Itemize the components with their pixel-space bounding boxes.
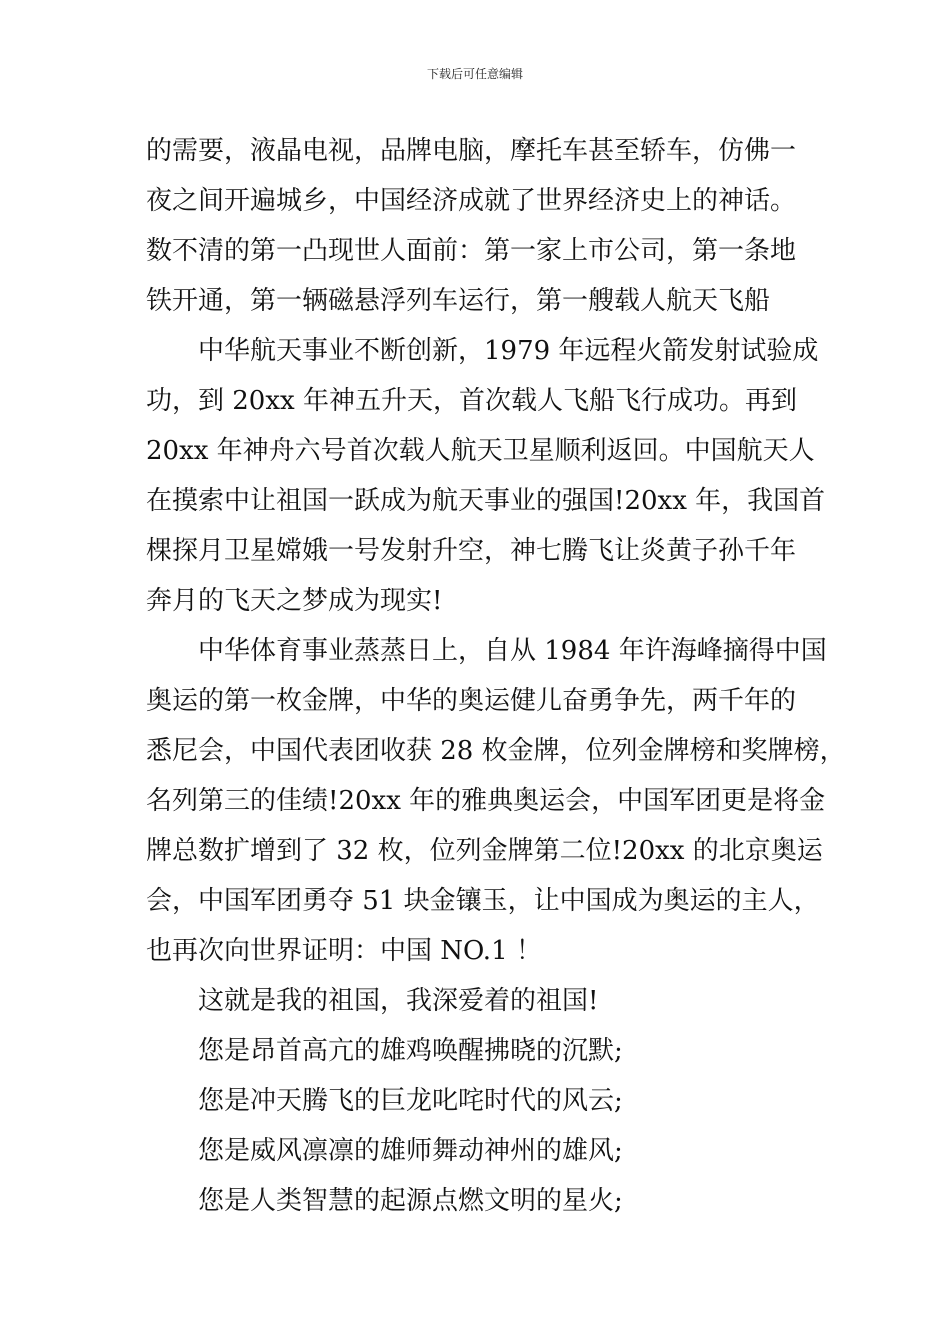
text-line: 20xx 年神舟六号首次载人航天卫星顺利返回。中国航天人 — [146, 436, 815, 466]
text-line: 功，到 20xx 年神五升天，首次载人飞船飞行成功。再到 — [146, 386, 797, 416]
text-line: 名列第三的佳绩!20xx 年的雅典奥运会，中国军团更是将金 — [146, 786, 826, 816]
text-line: 这就是我的祖国，我深爱着的祖国! — [198, 986, 599, 1016]
page-header: 下载后可任意编辑 — [426, 67, 523, 81]
text-line: 也再次向世界证明：中国 NO.1 ！ — [146, 936, 542, 966]
text-line: 您是人类智慧的起源点燃文明的星火; — [198, 1186, 623, 1216]
text-line: 牌总数扩增到了 32 枚，位列金牌第二位!20xx 的北京奥运 — [146, 836, 823, 866]
document-body — [146, 126, 846, 1226]
text-line: 中华体育事业蒸蒸日上，自从 1984 年许海峰摘得中国 — [198, 636, 827, 666]
text-line: 悉尼会，中国代表团收获 28 枚金牌，位列金牌榜和奖牌榜， — [146, 736, 846, 766]
text-line: 铁开通，第一辆磁悬浮列车运行，第一艘载人航天飞船 — [146, 286, 771, 316]
text-line: 奥运的第一枚金牌，中华的奥运健儿奋勇争先，两千年的 — [146, 686, 797, 716]
text-line: 棵探月卫星嫦娥一号发射升空，神七腾飞让炎黄子孙千年 — [146, 536, 797, 566]
text-line: 您是冲天腾飞的巨龙叱咤时代的风云; — [198, 1086, 623, 1116]
text-line: 中华航天事业不断创新，1979 年远程火箭发射试验成 — [198, 336, 819, 366]
text-line: 奔月的飞天之梦成为现实! — [146, 586, 443, 616]
text-line: 数不清的第一凸现世人面前：第一家上市公司，第一条地 — [146, 236, 797, 266]
text-line: 的需要，液晶电视，品牌电脑，摩托车甚至轿车，仿佛一 — [146, 136, 797, 166]
text-line: 您是昂首高亢的雄鸡唤醒拂晓的沉默; — [198, 1036, 623, 1066]
text-line: 在摸索中让祖国一跃成为航天事业的强国!20xx 年，我国首 — [146, 486, 826, 516]
text-line: 您是威风凛凛的雄师舞动神州的雄风; — [198, 1136, 623, 1166]
text-line: 夜之间开遍城乡，中国经济成就了世界经济史上的神话。 — [146, 186, 797, 216]
text-line: 会，中国军团勇夺 51 块金镶玉，让中国成为奥运的主人， — [146, 886, 820, 916]
